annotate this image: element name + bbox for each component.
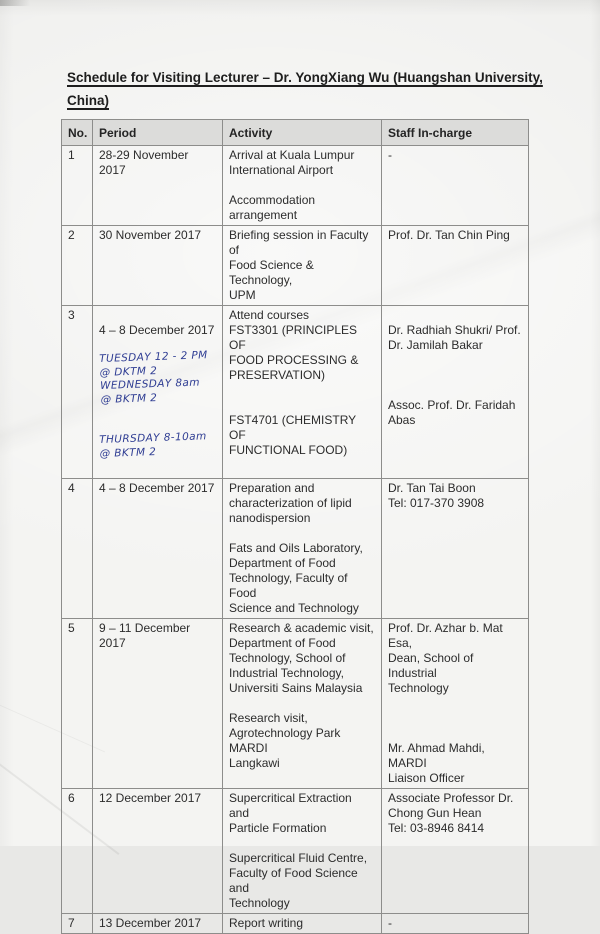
column-header-staff: Staff In-charge [382,120,529,146]
cell-no: 7 [62,914,93,934]
document-title [67,66,543,112]
table-row [62,306,529,479]
cell-staff: - [382,914,529,934]
cell-period: 12 December 2017 [93,789,223,914]
scan-corner-artifact [0,0,30,6]
table-row [62,146,529,226]
header-row [62,120,529,146]
cell-period: 4 – 8 December 2017 [93,479,223,619]
period-text: 4 – 8 December 2017 [99,323,215,337]
table-row [62,226,529,306]
cell-activity: Arrival at Kuala Lumpur International Airport Accommodation arrangement [223,146,382,226]
cell-no: 2 [62,226,93,306]
cell-no: 6 [62,789,93,914]
table-row [62,479,529,619]
table-row [62,914,529,934]
cell-activity: Supercritical Extraction and Particle Formation Supercritical Fluid Centre, Faculty of Food Science and Technology [223,789,382,914]
cell-staff: Prof. Dr. Tan Chin Ping [382,226,529,306]
cell-activity: Research & academic visit, Department of Food Technology, School of Industrial Technology, Universiti Sains Malaysia Research visit, Agrotechnology Park MARDI Langkawi [223,619,382,789]
cell-activity: Attend courses FST3301 (PRINCIPLES OF FOOD PROCESSING & PRESERVATION) FST4701 (CHEMISTRY OF FUNCTIONAL FOOD) [223,306,382,479]
cell-no: 3 [62,306,93,479]
cell-staff: Dr. Tan Tai Boon Tel: 017-370 3908 [382,479,529,619]
column-header-period: Period [93,120,223,146]
cell-period [93,306,223,479]
handwritten-annotation-1: TUESDAY 12 - 2 PM @ DKTM 2 WEDNESDAY 8am @ BKTM 2 [99,349,208,406]
cell-activity: Preparation and characterization of lipid nanodispersion Fats and Oils Laboratory, Department of Food Technology, Faculty of Food Science and Technology [223,479,382,619]
handwritten-annotation-2: THURSDAY 8-10am @ BKTM 2 [99,430,207,460]
document-title-line-1: Schedule for Visiting Lecturer – Dr. YongXiang Wu (Huangshan University, [67,70,543,85]
table-row [62,789,529,914]
schedule-table [61,119,529,934]
cell-period: 9 – 11 December 2017 [93,619,223,789]
cell-staff: - [382,146,529,226]
column-header-activity: Activity [223,120,382,146]
cell-period: 30 November 2017 [93,226,223,306]
cell-period: 13 December 2017 [93,914,223,934]
cell-activity: Briefing session in Faculty of Food Science & Technology, UPM [223,226,382,306]
document-title-line-2: China) [67,93,109,108]
cell-no: 5 [62,619,93,789]
cell-activity: Report writing [223,914,382,934]
cell-no: 1 [62,146,93,226]
cell-staff: Associate Professor Dr. Chong Gun Hean Tel: 03-8946 8414 [382,789,529,914]
cell-period: 28-29 November 2017 [93,146,223,226]
table-row [62,619,529,789]
cell-no: 4 [62,479,93,619]
cell-staff: Prof. Dr. Azhar b. Mat Esa, Dean, School of Industrial Technology Mr. Ahmad Mahdi, MARDI Liaison Officer [382,619,529,789]
cell-staff: Dr. Radhiah Shukri/ Prof. Dr. Jamilah Bakar Assoc. Prof. Dr. Faridah Abas [382,306,529,479]
column-header-no: No. [62,120,93,146]
